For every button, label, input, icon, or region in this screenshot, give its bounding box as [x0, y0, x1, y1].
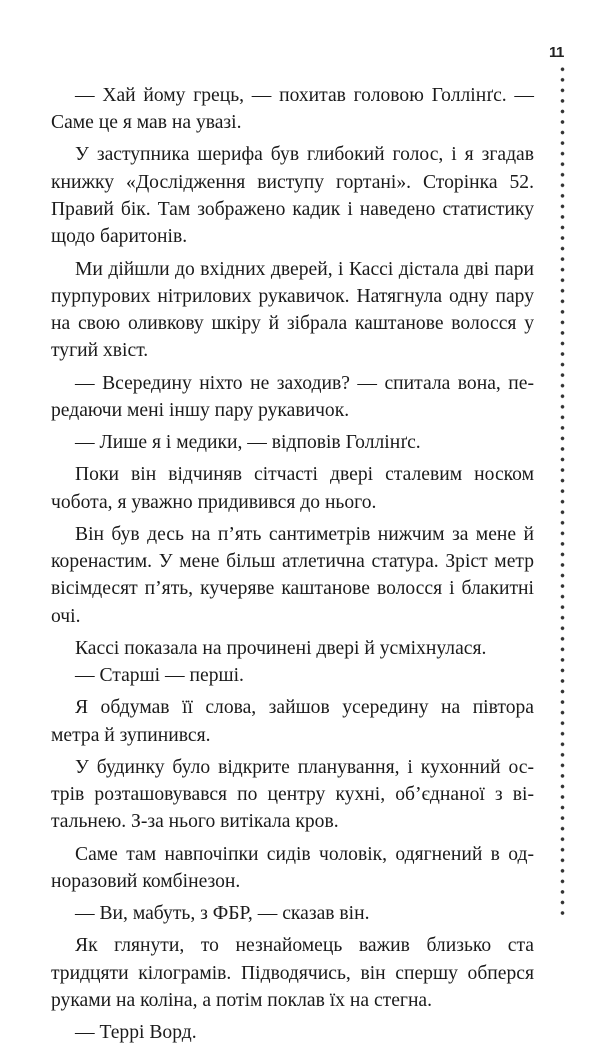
paragraph: — Лише я і медики, — відповів Голлінґс.: [75, 432, 421, 454]
paragraph: Я обдумав її слова, зайшов усередину на півтора метра й зупинився.: [51, 697, 534, 746]
paragraph: Кассі показала на прочинені двері й усміхнулася.: [75, 637, 487, 659]
paragraph: У заступника шерифа був глибокий голос, і я згадав книжку «Дослідження виступу гортані». Сторінка 52. Правий бік. Там зображено кадик і наведено статистику щодо баритонів.: [51, 144, 534, 248]
paragraph: — Всередину ніхто не заходив? — спитала вона, передаючи мені іншу пару рукавичок.: [51, 372, 534, 421]
paragraph: Ми дійшли до вхідних дверей, і Кассі дістала дві пари пурпурових нітрилових рукавичок. Натягнула одну пару на свою оливкову шкіру й зібрала каштанове волосся у тугий хвіст.: [51, 258, 534, 362]
paragraph: — Террі Ворд.: [75, 1022, 197, 1044]
body-text: [51, 82, 534, 1051]
page-number: 11: [549, 44, 564, 61]
paragraph: Як глянути, то незнайомець важив близько ста тридцяти кілограмів. Підводячись, він спершу обперся руками на коліна, а потім поклав їх на стегна.: [51, 935, 534, 1011]
dotted-margin-rule: [560, 64, 565, 920]
paragraph: — Старші — перші.: [75, 665, 244, 687]
paragraph: Поки він відчиняв сітчасті двері сталевим носком чобота, я уважно придивився до нього.: [51, 464, 534, 513]
paragraph: Він був десь на п’ять сантиметрів нижчим за мене й коренастим. У мене більш атлетична статура. Зріст метр вісімдесят п’ять, кучеряве каштанове волосся і блакитні очі.: [51, 523, 534, 627]
paragraph: — Ви, мабуть, з ФБР, — сказав він.: [75, 903, 370, 925]
paragraph: Саме там навпочіпки сидів чоловік, одягнений в одноразовий комбінезон.: [51, 843, 534, 892]
paragraph: У будинку було відкрите планування, і кухонний острів розташовувався по центру кухні, об’єднаної з вітальнею. З-за нього витікала кров.: [51, 756, 534, 833]
paragraph: — Хай йому грець, — похитав головою Голлінґс. — Саме це я мав на увазі.: [51, 85, 534, 134]
